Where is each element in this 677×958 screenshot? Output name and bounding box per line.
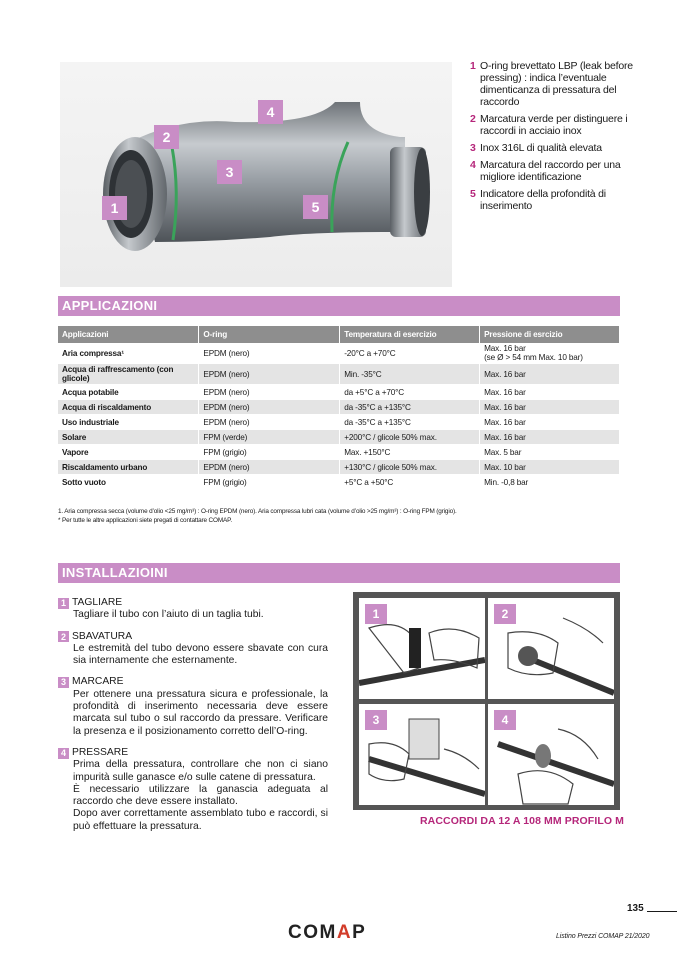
photo-pressing xyxy=(488,704,614,805)
feature-number: 4 xyxy=(470,159,476,171)
step-number: 2 xyxy=(58,631,69,642)
logo-text-left: COM xyxy=(288,922,337,943)
cell-oring: FPM (grigio) xyxy=(199,445,340,460)
logo-text-accent: A xyxy=(336,922,353,943)
feature-item xyxy=(470,142,650,154)
step-title: SBAVATURA xyxy=(72,630,133,642)
cell-application: Sotto vuoto xyxy=(58,475,199,490)
photo-marking xyxy=(359,704,485,805)
step-number: 3 xyxy=(58,677,69,688)
comap-logo xyxy=(288,922,366,944)
cell-temperature: +200°C / glicole 50% max. xyxy=(340,430,480,445)
elbow-fitting-illustration xyxy=(60,62,452,287)
cell-application: Acqua di raffrescamento (con glicole) xyxy=(58,364,199,385)
callout-badge-2: 2 xyxy=(154,125,179,149)
feature-number: 3 xyxy=(470,142,476,154)
table-row xyxy=(58,385,620,400)
callout-badge-4: 4 xyxy=(258,100,283,124)
table-row xyxy=(58,430,620,445)
cell-application: Acqua potabile xyxy=(58,385,199,400)
cell-application: Acqua di riscaldamento xyxy=(58,400,199,415)
cell-application: Riscaldamento urbano xyxy=(58,460,199,475)
table-header-row xyxy=(58,326,620,343)
cell-oring: EPDM (nero) xyxy=(199,343,340,364)
feature-list xyxy=(470,60,650,217)
feature-text: Indicatore della profondità di inserimento xyxy=(480,188,606,212)
installation-photos xyxy=(353,592,620,810)
feature-text: Marcatura del raccordo per una migliore identificazione xyxy=(480,159,621,183)
feature-item xyxy=(470,188,650,212)
page-number-rule xyxy=(647,911,677,912)
installation-steps xyxy=(58,597,328,842)
cell-pressure: Max. 16 bar xyxy=(480,364,620,385)
cell-temperature: da -35°C a +135°C xyxy=(340,400,480,415)
table-footnotes xyxy=(58,507,620,525)
logo-text-right: P xyxy=(352,922,367,943)
cell-pressure: Max. 5 bar xyxy=(480,445,620,460)
photo-deburring xyxy=(488,598,614,699)
column-header-oring: O-ring xyxy=(199,326,340,343)
cell-pressure: Max. 16 bar xyxy=(480,385,620,400)
table-row xyxy=(58,343,620,364)
table-row xyxy=(58,415,620,430)
step-text: Tagliare il tubo con l’aiuto di un taglia tubi. xyxy=(73,609,264,621)
cell-pressure: Max. 16 bar xyxy=(480,415,620,430)
photo-cutting xyxy=(359,598,485,699)
photos-caption: RACCORDI DA 12 A 108 MM PROFILO M xyxy=(420,815,624,827)
step-text: Le estremità del tubo devono essere sbavate con cura sia internamente che esternamente. xyxy=(73,642,328,667)
footer-price-list: Listino Prezzi COMAP 21/2020 xyxy=(556,933,650,940)
cell-oring: EPDM (nero) xyxy=(199,385,340,400)
table-row xyxy=(58,475,620,490)
cell-temperature: da -35°C a +135°C xyxy=(340,415,480,430)
feature-item xyxy=(470,159,650,183)
feature-number: 5 xyxy=(470,188,476,200)
column-header-applicazioni: Applicazioni xyxy=(58,326,199,343)
photo-badge-4: 4 xyxy=(494,710,516,730)
callout-badge-1: 1 xyxy=(102,196,127,220)
photo-badge-1: 1 xyxy=(365,604,387,624)
step-text: Dopo aver correttamente assemblato tubo e raccordi, si può effettuare la pressatura. xyxy=(73,808,328,832)
photo-badge-2: 2 xyxy=(494,604,516,624)
page-number: 135 xyxy=(627,903,644,914)
cell-pressure: Max. 16 bar xyxy=(480,400,620,415)
footnote-1: 1. Aria compressa secca (volume d’olio <25 mg/m³) : O-ring EPDM (nero). Aria compressa lubri cata (volume d’olio >25 mg/m³) : O-ring FPM (grigio). xyxy=(58,508,457,515)
cell-temperature: +5°C a +50°C xyxy=(340,475,480,490)
cell-pressure: Min. -0,8 bar xyxy=(480,475,620,490)
installazioni-section-title: INSTALLAZIOINI xyxy=(58,563,620,583)
photo-badge-3: 3 xyxy=(365,710,387,730)
fitting-photo xyxy=(60,62,452,287)
cell-application: Solare xyxy=(58,430,199,445)
cell-temperature: da +5°C a +70°C xyxy=(340,385,480,400)
callout-badge-3: 3 xyxy=(217,160,242,184)
cell-pressure-note: (se Ø > 54 mm Max. 10 bar) xyxy=(484,353,583,362)
applications-table xyxy=(58,326,620,490)
cell-oring: EPDM (nero) xyxy=(199,400,340,415)
step-number: 4 xyxy=(58,748,69,759)
column-header-temperatura: Temperatura di esercizio xyxy=(340,326,480,343)
callout-badge-5: 5 xyxy=(303,195,328,219)
cell-pressure: Max. 10 bar xyxy=(480,460,620,475)
feature-number: 2 xyxy=(470,113,476,125)
feature-item xyxy=(470,113,650,137)
cell-pressure: Max. 16 bar xyxy=(480,430,620,445)
step-item xyxy=(58,676,328,737)
table-row xyxy=(58,445,620,460)
footnote-2: * Per tutte le altre applicazioni siete pregati di contattare COMAP. xyxy=(58,517,233,524)
cell-pressure-main: Max. 16 bar xyxy=(484,344,526,353)
cell-temperature: -20°C a +70°C xyxy=(340,343,480,364)
feature-number: 1 xyxy=(470,60,476,72)
step-item xyxy=(58,631,328,668)
cell-oring: EPDM (nero) xyxy=(199,460,340,475)
cell-oring: FPM (verde) xyxy=(199,430,340,445)
step-number: 1 xyxy=(58,598,69,609)
feature-text: O-ring brevettato LBP (leak before pressing) : indica l’eventuale dimenticanza di pressatura del raccordo xyxy=(480,60,633,108)
cell-temperature: Min. -35°C xyxy=(340,364,480,385)
step-text: È necessario utilizzare la ganascia adeguata al raccordo che deve essere installato. xyxy=(73,783,328,808)
table-row xyxy=(58,364,620,385)
cell-temperature: +130°C / glicole 50% max. xyxy=(340,460,480,475)
feature-text: Marcatura verde per distinguere i raccordi in acciaio inox xyxy=(480,113,628,137)
feature-text: Inox 316L di qualità elevata xyxy=(480,142,602,154)
cell-application: Uso industriale xyxy=(58,415,199,430)
cell-pressure xyxy=(480,343,620,364)
table-row xyxy=(58,400,620,415)
cell-temperature: Max. +150°C xyxy=(340,445,480,460)
step-item xyxy=(58,597,328,622)
cell-application: Aria compressa¹ xyxy=(58,343,199,364)
step-title: PRESSARE xyxy=(72,746,129,758)
column-header-pressione: Pressione di esrcizio xyxy=(480,326,620,343)
cell-oring: EPDM (nero) xyxy=(199,364,340,385)
cell-application: Vapore xyxy=(58,445,199,460)
step-text: Prima della pressatura, controllare che non ci siano impurità sulle ganasce e/o sulle catene di pressatura. xyxy=(73,759,328,783)
step-title: TAGLIARE xyxy=(72,597,123,608)
step-text: Per ottenere una pressatura sicura e professionale, la profondità di inserimento necessaria deve essere marcata sul tubo o sul raccordo da pressare. Verificare la presenza e il posizionamento corretto dell’O-ring. xyxy=(73,688,328,737)
cell-oring: EPDM (nero) xyxy=(199,415,340,430)
step-title: MARCARE xyxy=(72,676,124,688)
cell-oring: FPM (grigio) xyxy=(199,475,340,490)
step-item xyxy=(58,747,328,833)
applicazioni-section-title: APPLICAZIONI xyxy=(58,296,620,316)
feature-item xyxy=(470,60,650,108)
table-row xyxy=(58,460,620,475)
